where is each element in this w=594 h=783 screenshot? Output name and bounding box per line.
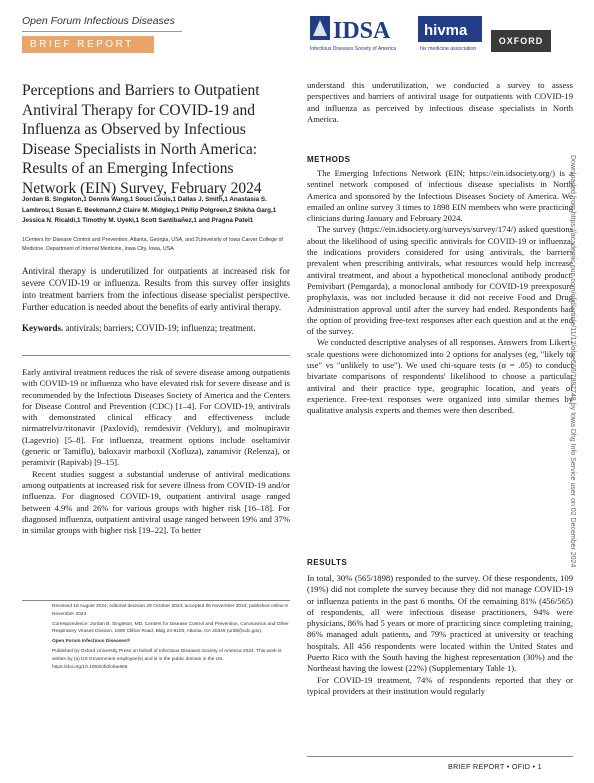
results-paragraph-1: In total, 30% (565/1898) responded to the survey. Of these respondents, 109 (19%) did not complete the survey because they did not manage COVID-19 or influenza patients in the past 6 months. Of the remaining 81% (456/565) of respondents, all were infectious disease practitioners, 94% were physicians, 86% had 5 years or more of practicing since completing training, 86% managed adult patients, and 79% practiced at university or teaching hospitals. All 456 respondents were located within the United States and Puerto Rico with the South having the highest representation (30%) and the Northeast having the lowest (22%) (Supplementary Table 1).	[307, 573, 573, 674]
author-list: Jordan B. Singleton,1 Dennis Wang,1 Souci Louis,1 Dallas J. Smith,1 Anastasia S. Lambrou,1 Susan E. Beekmann,2 Claire M. Midgley,1 Philip Polgreen,2 Shikha Garg,1 Jessica N. Ricaldi,1 Timothy M. Uyeki,1 Scott Santibañez,1 and Pragna Patel1	[22, 196, 277, 224]
methods-paragraph-1: The Emerging Infections Network (EIN; https://ein.idsociety.org/) is a sentinel network composed of infectious disease specialists in North America and sponsored by the Infectious Diseases Society of America. We emailed an online survey 3 times to 1898 EIN members who were practicing clinicians during January and February 2024.	[307, 168, 573, 224]
journal-name: Open Forum Infectious Diseases	[22, 15, 175, 27]
results-paragraph-2: For COVID-19 treatment, 74% of respondents reported that they or typical providers at their institution would regularly	[307, 674, 573, 696]
keywords	[22, 323, 290, 335]
affiliations: 1Centers for Disease Control and Prevention, Atlanta, Georgia, USA, and 2University of Iowa Carver College of Medicine, Department of Internal Medicine, Iowa City, Iowa, USA	[22, 237, 283, 252]
idsa-logo	[310, 14, 408, 54]
article-type-badge: BRIEF REPORT	[22, 36, 154, 53]
footnotes	[52, 603, 292, 673]
svg-text:Infectious Diseases Society of: Infectious Diseases Society of America	[310, 46, 397, 52]
download-watermark-text: Downloaded from https://academic.oup.com/ofid/article/11/12/ofae666/7887748 by Iowa Dhg Info Service user on 02 December 2024	[569, 155, 576, 568]
oxford-logo: OXFORD	[491, 30, 551, 52]
correspondence: Correspondence: Jordan B. Singleton, MD, Centers for Disease Control and Prevention, Coronavirus and Other Respiratory Viruses Division, 1600 Clifton Road, Bldg 24-9103, Atlanta, GA 30349 (urd8@cdc.gov).	[52, 621, 289, 635]
keywords-label: Keywords.	[22, 323, 64, 333]
keywords-text: antivirals; barriers; COVID-19; influenza; treatment.	[65, 323, 256, 333]
header-rule	[22, 31, 182, 32]
right-column-lead: understand this underutilization, we conducted a survey to assess perspectives and barriers of antiviral usage for outpatients with COVID-19 and influenza as perceived by infectious disease specialists in North America.	[307, 80, 573, 124]
intro-paragraph-2: Recent studies suggest a substantial underuse of antiviral medications among outpatients at increased risk for severe illness from COVID-19 and/or influenza. For diagnosed COVID-19, outpatient antiviral usage ranged between 4.9% and 26% for various groups with higher risk [16–18]. For diagnosed influenza, outpatient antiviral usage ranged between 19% and 37% in similar groups with higher risk [19–22]. To better	[22, 468, 290, 536]
abstract: Antiviral therapy is underutilized for outpatients at increased risk for severe COVID-19 or influenza. Results from this survey offer insights into treatment barriers from the infectious disease specialist perspective. Further education is needed about the benefits of early antiviral therapy.	[22, 266, 290, 312]
intro-paragraph-1: Early antiviral treatment reduces the risk of severe disease among outpatients with COVID-19 or influenza who have elevated risk for severe disease and is recommended by the Infectious Diseases Society of America and the Centers for Disease Control and Prevention (CDC) [1–4]. For COVID-19, antivirals with demonstrated clinical efficacy and effectiveness include nirmatrelvir/ritonavir (Paxlovid), remdesivir (Veklury), and molnupiravir (Lagevrio) [5–8]. For influenza, treatment options include oseltamivir (generic or Tamiflu), baloxavir marboxil (Xofluza), zanamivir (Relenza), or peramivir (Rapivab) [9–15].	[22, 367, 290, 468]
introduction	[22, 367, 290, 536]
methods-paragraph-3: We conducted descriptive analyses of all responses. Answers from Likert-scale questions were dichotomized into 2 options for analyses (eg, "likely to use" vs "unlikely to use"). We used chi-square tests (α = .05) to conduct bivariate comparisons of respondents' likelihood to choose a particular antiviral and their practice type, geographic location, and years of experience. Free-text responses were organized into similar themes by qualitative analysis experts and themes were then described.	[307, 337, 573, 416]
footer-rule	[307, 756, 573, 757]
footnote-divider	[22, 600, 290, 601]
download-watermark	[564, 155, 576, 625]
hivma-logo	[418, 16, 482, 52]
journal-mark: Open Forum Infectious Diseases®	[52, 639, 131, 645]
svg-text:hivma: hivma	[424, 22, 468, 39]
copyright-notice: Published by Oxford University Press on behalf of Infectious Diseases Society of America 2024. This work is written by (a) US Government employee(s) and is in the public domain in the US. https://doi.org/10.1093/ofid/ofae666	[52, 648, 282, 670]
methods-paragraph-2: The survey (https://ein.idsociety.org/surveys/survey/174/) asked questions about the likelihood of using specific antivirals for COVID-19 or influenza, the indications providers considered for using antivirals, the barriers prevalent when prescribing antivirals, what resources would help increase antiviral treatment, and about a hypothetical monoclonal antibody product. Pemivibart (Pemgarda), a monoclonal antibody for COVID-19 preexposure prophylaxis, was not included because it did not receive Food and Drug Administration approval until after the survey had ended. Respondents had the option of providing free-text responses after each question and at the end of the survey.	[307, 224, 573, 337]
results-heading: RESULTS	[307, 558, 348, 567]
received-dates: Received 16 August 2024; editorial decision 29 October 2024; accepted 06 November 2024; published online 8 November 2024	[52, 604, 288, 617]
results-section	[307, 573, 573, 697]
methods-section	[307, 168, 573, 417]
svg-text:hiv medicine association: hiv medicine association	[420, 46, 477, 52]
article-title: Perceptions and Barriers to Outpatient Antiviral Therapy for COVID-19 and Influenza as Observed by Infectious Disease Specialists in North America: Results of an Emerging Infections Network (EIN) Survey, February 2024	[22, 82, 262, 197]
page-footer: BRIEF REPORT • OFID • 1	[448, 762, 542, 771]
methods-heading: METHODS	[307, 155, 351, 164]
svg-text:IDSA: IDSA	[333, 18, 391, 44]
section-divider	[22, 355, 290, 356]
